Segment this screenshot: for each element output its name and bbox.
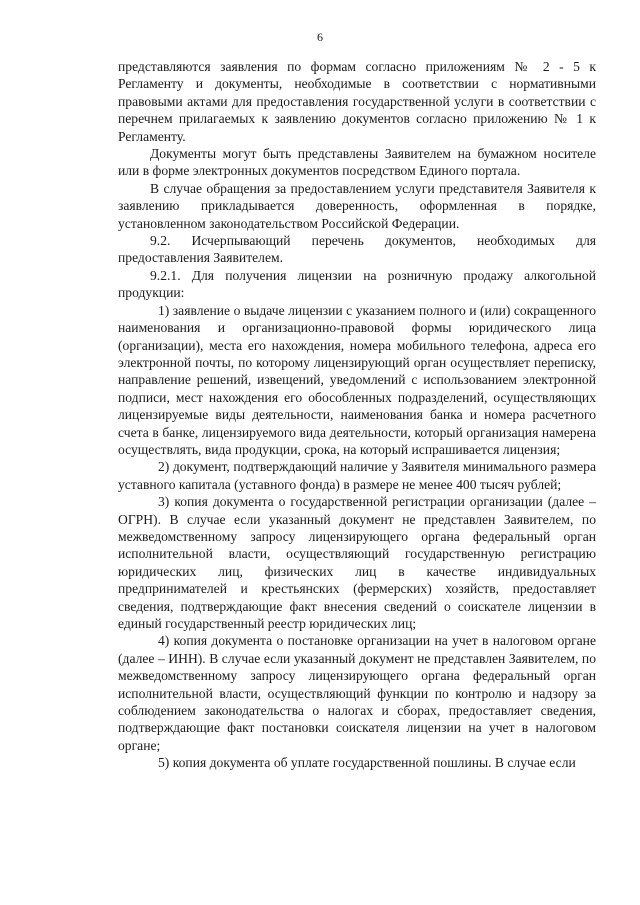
list-item: 3) копия документа о государственной регистрации организации (далее – ОГРН). В случае если указанный документ не представлен Заявителем, по межведомственному запросу лицензирующего органа федеральный орган исполнительной власти, осуществляющий государственную регистрацию юридических лиц, физических лиц в качестве индивидуальных предпринимателей и крестьянских (фермерских) хозяйств, предоставляет сведения, подтверждающие факт внесения сведений о соискателе лицензии в единый государственный реестр юридических лиц;: [118, 494, 596, 631]
paragraph: В случае обращения за предоставлением услуги представителя Заявителя к заявлению прикладывается доверенность, оформленная в порядке, установленном законодательством Российской Федерации.: [118, 180, 596, 231]
document-body: [118, 58, 596, 772]
paragraph: Документы могут быть представлены Заявителем на бумажном носителе или в форме электронных документов посредством Единого портала.: [118, 146, 596, 179]
list-item: 1) заявление о выдаче лицензии с указанием полного и (или) сокращенного наименования и организационно-правовой формы юридического лица (организации), места его нахождения, номера мобильного телефона, адреса его электронной почты, по которому лицензирующий орган осуществляет переписку, направление решений, извещений, уведомлений с использованием электронной подписи, мест нахождения его обособленных подразделений, осуществляющих лицензируемые виды деятельности, наименования банка и номера расчетного счета в банке, лицензируемого вида деятельности, который организация намерена осуществлять, вида продукции, срока, на который испрашивается лицензия;: [118, 302, 596, 457]
list-item: 5) копия документа об уплате государственной пошлины. В случае если: [158, 755, 576, 771]
paragraph: представляются заявления по формам согласно приложениям № 2 - 5 к Регламенту и документы, необходимые в соответствии с нормативными правовыми актами для предоставления государственной услуги в соответствии с перечнем прилагаемых к заявлению документов согласно приложению № 1 к Регламенту.: [118, 59, 596, 144]
subsection-heading: 9.2.1. Для получения лицензии на розничную продажу алкогольной продукции:: [118, 267, 596, 301]
list-item: 4) копия документа о постановке организации на учет в налоговом органе (далее – ИНН). В случае если указанный документ не представлен Заявителем, по межведомственному запросу лицензирующего органа федеральный орган исполнительной власти, осуществляющий функции по контролю и надзору за соблюдением законодательства о налогах и сборах, предоставляет сведения, подтверждающие факт постановки соискателя лицензии на учет в налоговом органе;: [118, 633, 596, 753]
section-heading: 9.2. Исчерпывающий перечень документов, необходимых для предоставления Заявителем.: [118, 233, 596, 266]
list-item: 2) документ, подтверждающий наличие у Заявителя минимального размера уставного капитала (уставного фонда) в размере не менее 400 тысяч рублей;: [118, 459, 596, 492]
page-number: 6: [317, 30, 323, 44]
